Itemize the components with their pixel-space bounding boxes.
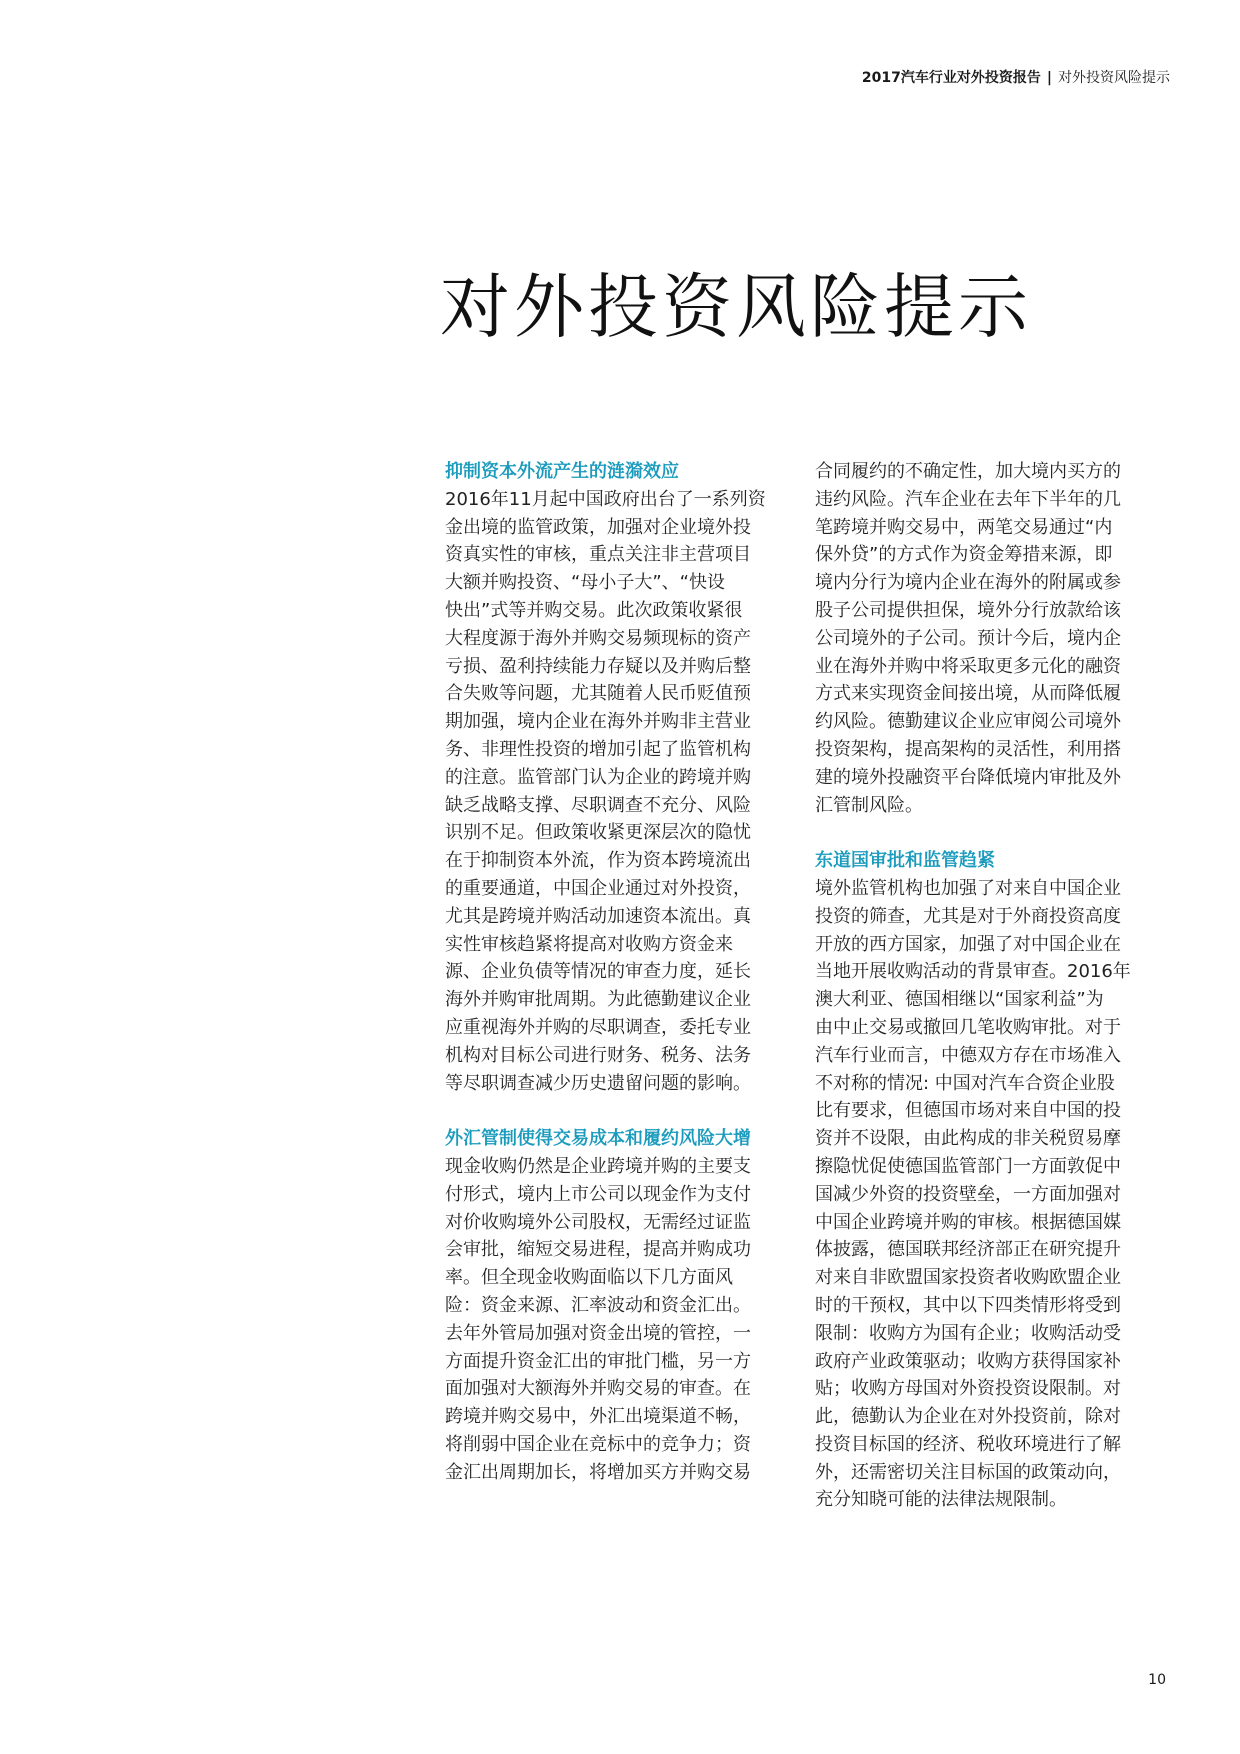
body-line: 险：资金来源、汇率波动和资金汇出。 (445, 1294, 751, 1316)
body-line: 合失败等问题，尤其随着人民币贬值预 (445, 683, 751, 705)
body-line: 的注意。监管部门认为企业的跨境并购 (445, 766, 751, 788)
body-line: 投资架构，提高架构的灵活性，利用搭 (815, 738, 1121, 760)
body-line: 资并不设限，由此构成的非关税贸易摩 (815, 1128, 1121, 1150)
page-title: 对外投资风险提示 (440, 266, 1032, 348)
body-line: 境内分行为境内企业在海外的附属或参 (815, 572, 1121, 594)
body-line: 境外监管机构也加强了对来自中国企业 (815, 877, 1121, 899)
body-line: 付形式，境内上市公司以现金作为支付 (445, 1183, 751, 1205)
body-line: 不对称的情况: 中国对汽车合资企业股 (815, 1072, 1115, 1094)
body-line: 快出”式等并购交易。此次政策收紧很 (445, 599, 743, 621)
body-line: 源、企业负债等情况的审查力度，延长 (445, 961, 751, 983)
body-line: 业在海外并购中将采取更多元化的融资 (815, 655, 1121, 677)
body-line: 在于抑制资本外流，作为资本跨境流出 (445, 850, 751, 872)
body-line: 比有要求，但德国市场对来自中国的投 (815, 1100, 1121, 1122)
body-line: 跨境并购交易中，外汇出境渠道不畅， (445, 1406, 751, 1428)
body-line: 外，还需密切关注目标国的政策动向， (815, 1461, 1121, 1483)
running-header (862, 68, 1170, 88)
section-heading: 外汇管制使得交易成本和履约风险大增 (445, 1128, 751, 1150)
body-line: 当地开展收购活动的背景审查。2016年 (815, 961, 1131, 983)
body-line: 此，德勤认为企业在对外投资前，除对 (815, 1406, 1121, 1428)
body-line: 尤其是跨境并购活动加速资本流出。真 (445, 905, 751, 927)
body-line: 方面提升资金汇出的审批门槛，另一方 (445, 1350, 751, 1372)
body-line: 务、非理性投资的增加引起了监管机构 (445, 738, 751, 760)
body-line: 政府产业政策驱动；收购方获得国家补 (815, 1350, 1121, 1372)
body-line: 限制：收购方为国有企业；收购活动受 (815, 1322, 1121, 1344)
body-line: 中国企业跨境并购的审核。根据德国媒 (815, 1211, 1121, 1233)
section-gap (445, 1097, 795, 1125)
page-number: 10 (1148, 1672, 1166, 1688)
body-line: 2016年11月起中国政府出台了一系列资 (445, 488, 766, 510)
body-line: 现金收购仍然是企业跨境并购的主要支 (445, 1155, 751, 1177)
body-line: 大程度源于海外并购交易频现标的资产 (445, 627, 751, 649)
body-line: 澳大利亚、德国相继以“国家利益”为 (815, 989, 1104, 1011)
body-line: 体披露，德国联邦经济部正在研究提升 (815, 1239, 1121, 1261)
body-line: 对价收购境外公司股权，无需经过证监 (445, 1211, 751, 1233)
body-line: 国减少外资的投资壁垒，一方面加强对 (815, 1183, 1121, 1205)
right-column (815, 458, 1165, 1514)
body-line: 实性审核趋紧将提高对收购方资金来 (445, 933, 733, 955)
body-line: 海外并购审批周期。为此德勤建议企业 (445, 989, 751, 1011)
body-line: 由中止交易或撤回几笔收购审批。对于 (815, 1016, 1121, 1038)
body-line: 汽车行业而言，中德双方存在市场准入 (815, 1044, 1121, 1066)
body-line: 金汇出周期加长，将增加买方并购交易 (445, 1461, 751, 1483)
body-line: 期加强，境内企业在海外并购非主营业 (445, 711, 751, 733)
body-line: 率。但全现金收购面临以下几方面风 (445, 1267, 733, 1289)
body-line: 等尽职调查减少历史遗留问题的影响。 (445, 1072, 751, 1094)
body-line: 投资的筛查，尤其是对于外商投资高度 (815, 905, 1121, 927)
body-line: 股子公司提供担保，境外分行放款给该 (815, 599, 1121, 621)
body-line: 方式来实现资金间接出境，从而降低履 (815, 683, 1121, 705)
report-name: 2017汽车行业对外投资报告 (861, 70, 1041, 86)
body-line: 笔跨境并购交易中，两笔交易通过“内 (815, 516, 1113, 538)
section-heading: 东道国审批和监管趋紧 (815, 850, 995, 872)
body-line: 资真实性的审核，重点关注非主营项目 (445, 544, 751, 566)
section-heading: 抑制资本外流产生的涟漪效应 (445, 461, 679, 482)
body-line: 识别不足。但政策收紧更深层次的隐忧 (445, 822, 751, 844)
body-line: 的重要通道，中国企业通过对外投资， (445, 877, 751, 899)
body-line: 违约风险。汽车企业在去年下半年的几 (815, 488, 1121, 510)
body-line: 充分知晓可能的法律法规限制。 (815, 1489, 1067, 1511)
body-line: 会审批，缩短交易进程，提高并购成功 (445, 1239, 751, 1261)
body-line: 机构对目标公司进行财务、税务、法务 (445, 1044, 751, 1066)
body-line: 时的干预权，其中以下四类情形将受到 (815, 1294, 1121, 1316)
body-line: 大额并购投资、“母小子大”、“快设 (445, 572, 725, 594)
body-line: 面加强对大额海外并购交易的审查。在 (445, 1378, 751, 1400)
body-line: 建的境外投融资平台降低境内审批及外 (815, 766, 1121, 788)
body-line: 金出境的监管政策，加强对企业境外投 (445, 516, 751, 538)
body-line: 公司境外的子公司。预计今后，境内企 (815, 627, 1121, 649)
body-line: 去年外管局加强对资金出境的管控，一 (445, 1322, 751, 1344)
body-line: 合同履约的不确定性，加大境内买方的 (815, 461, 1121, 482)
body-line: 投资目标国的经济、税收环境进行了解 (815, 1433, 1121, 1455)
body-line: 汇管制风险。 (815, 794, 923, 816)
body-line: 保外贷”的方式作为资金筹措来源，即 (815, 544, 1113, 566)
body-line: 将削弱中国企业在竞标中的竞争力；资 (445, 1433, 751, 1455)
body-line: 约风险。德勤建议企业应审阅公司境外 (815, 711, 1121, 733)
body-line: 应重视海外并购的尽职调查，委托专业 (445, 1016, 751, 1038)
left-column (445, 458, 795, 1486)
body-line: 擦隐忧促使德国监管部门一方面敦促中 (815, 1155, 1121, 1177)
body-line: 开放的西方国家，加强了对中国企业在 (815, 933, 1121, 955)
section-gap (815, 819, 1165, 847)
body-line: 贴；收购方母国对外资投资设限制。对 (815, 1378, 1121, 1400)
header-section-name: 对外投资风险提示 (1058, 70, 1170, 86)
body-line: 缺乏战略支撑、尽职调查不充分、风险 (445, 794, 751, 816)
header-separator: | (1046, 70, 1052, 86)
body-line: 对来自非欧盟国家投资者收购欧盟企业 (815, 1267, 1121, 1289)
body-line: 亏损、盈利持续能力存疑以及并购后整 (445, 655, 751, 677)
